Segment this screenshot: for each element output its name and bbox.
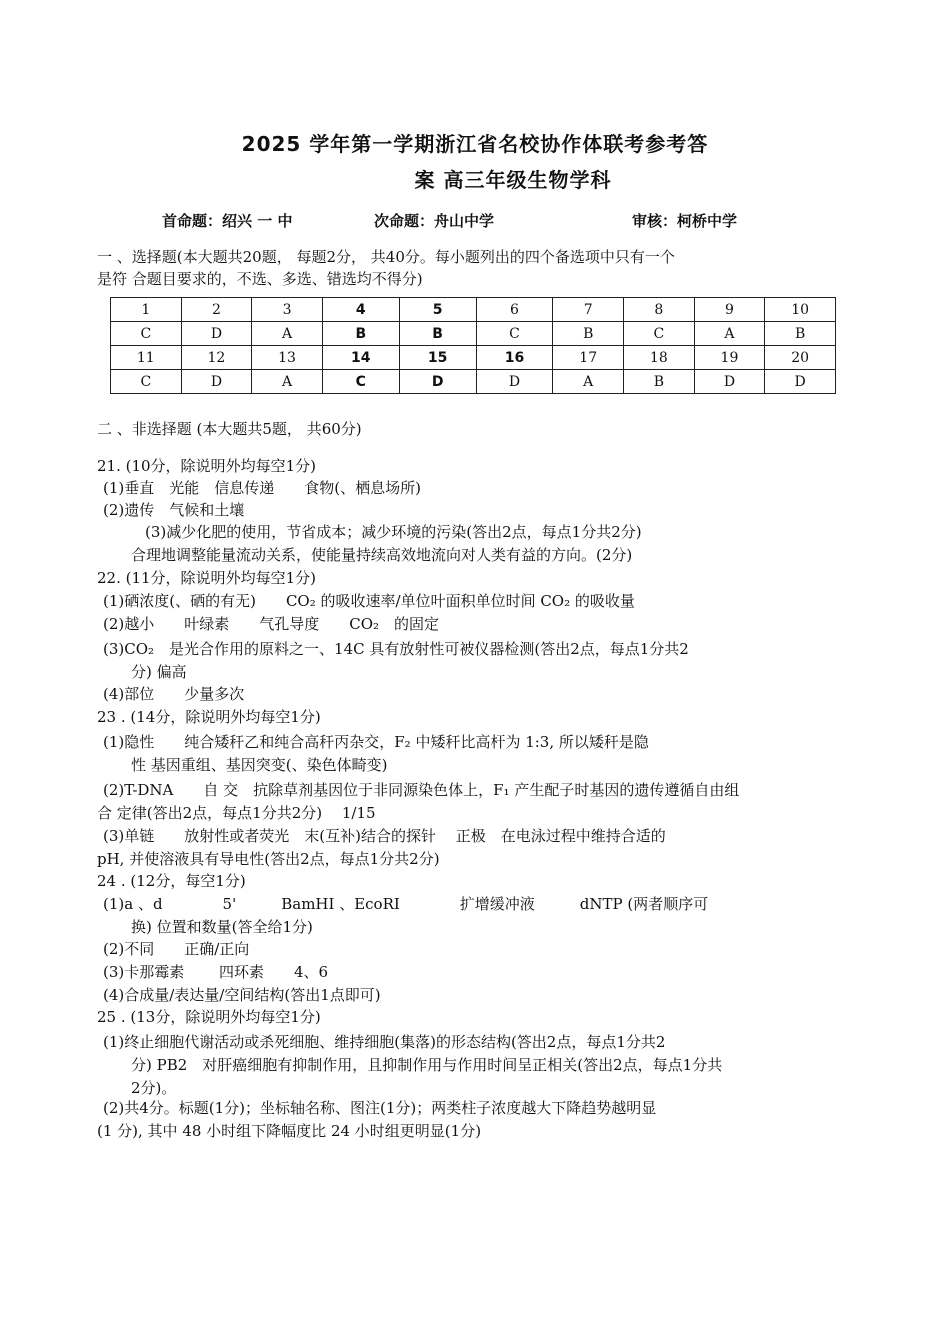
table-cell: 16 bbox=[476, 346, 553, 370]
section1-heading-1: 一 、选择题(本大题共20题， 每题2分， 共40分。每小题列出的四个备选项中只有一个 bbox=[97, 248, 675, 266]
answer-line: 24 . (12分，每空1分) bbox=[97, 872, 246, 890]
table-cell: C bbox=[476, 322, 553, 346]
table-cell: A bbox=[252, 322, 323, 346]
second-author: 次命题：舟山中学 bbox=[374, 212, 495, 230]
table-cell: C bbox=[322, 370, 399, 394]
table-cell: 10 bbox=[765, 298, 836, 322]
table-cell: C bbox=[624, 322, 695, 346]
table-cell: D bbox=[476, 370, 553, 394]
answer-line: (1)终止细胞代谢活动或杀死细胞、维持细胞(集落)的形态结构(答出2点，每点1分共2 bbox=[103, 1033, 666, 1051]
table-row bbox=[111, 346, 836, 370]
reviewer: 审核：柯桥中学 bbox=[632, 212, 738, 230]
table-row bbox=[111, 298, 836, 322]
table-cell: A bbox=[694, 322, 765, 346]
answer-line: (4)合成量/表达量/空间结构(答出1点即可) bbox=[103, 986, 381, 1004]
table-cell: D bbox=[694, 370, 765, 394]
table-cell: A bbox=[252, 370, 323, 394]
answer-line: (1 分), 其中 48 小时组下降幅度比 24 小时组更明显(1分) bbox=[97, 1122, 482, 1140]
answer-line: pH, 并使溶液具有导电性(答出2点，每点1分共2分) bbox=[97, 850, 440, 868]
answer-line: 21. (10分，除说明外均每空1分) bbox=[97, 457, 316, 475]
table-cell: B bbox=[624, 370, 695, 394]
answer-line: (2)越小 叶绿素 气孔导度 CO₂ 的固定 bbox=[103, 615, 440, 633]
first-author: 首命题：绍兴 一 中 bbox=[162, 212, 293, 230]
table-cell: B bbox=[399, 322, 476, 346]
table-cell: 18 bbox=[624, 346, 695, 370]
table-cell: D bbox=[399, 370, 476, 394]
table-cell: 12 bbox=[181, 346, 252, 370]
answer-line: 分) 偏高 bbox=[131, 663, 187, 681]
section1-heading-2: 是符 合题目要求的，不选、多选、错选均不得分) bbox=[97, 270, 423, 288]
table-cell: 17 bbox=[553, 346, 624, 370]
answer-line: 22. (11分，除说明外均每空1分) bbox=[97, 569, 316, 587]
table-cell: 15 bbox=[399, 346, 476, 370]
table-cell: B bbox=[322, 322, 399, 346]
table-cell: 2 bbox=[181, 298, 252, 322]
answer-table bbox=[110, 297, 836, 394]
table-cell: 6 bbox=[476, 298, 553, 322]
answer-line: (2)共4分。标题(1分)；坐标轴名称、图注(1分)；两类柱子浓度越大下降趋势越明显 bbox=[103, 1099, 657, 1117]
table-cell: 9 bbox=[694, 298, 765, 322]
answer-line: (4)部位 少量多次 bbox=[103, 685, 245, 703]
table-cell: 20 bbox=[765, 346, 836, 370]
answer-line: (1)隐性 纯合矮秆乙和纯合高秆丙杂交，F₂ 中矮秆比高杆为 1:3, 所以矮秆是隐 bbox=[103, 733, 649, 751]
table-cell: B bbox=[765, 322, 836, 346]
table-cell: 4 bbox=[322, 298, 399, 322]
table-cell: D bbox=[181, 370, 252, 394]
table-cell: C bbox=[111, 370, 182, 394]
section2-heading: 二 、非选择题 (本大题共5题， 共60分) bbox=[97, 420, 362, 438]
table-cell: 5 bbox=[399, 298, 476, 322]
answer-line: (3)CO₂ 是光合作用的原料之一、14C 具有放射性可被仪器检测(答出2点，每点1分共2 bbox=[103, 640, 689, 658]
answer-line: (3)减少化肥的使用，节省成本；减少环境的污染(答出2点，每点1分共2分) bbox=[145, 523, 642, 541]
answer-line: 合理地调整能量流动关系，使能量持续高效地流向对人类有益的方向。(2分) bbox=[131, 546, 633, 564]
table-cell: A bbox=[553, 370, 624, 394]
answer-line: 分) PB2 对肝癌细胞有抑制作用，且抑制作用与作用时间呈正相关(答出2点，每点1分共 bbox=[131, 1056, 723, 1074]
title-line-2: 案 高三年级生物学科 bbox=[414, 168, 612, 192]
table-cell: D bbox=[765, 370, 836, 394]
table-cell: 14 bbox=[322, 346, 399, 370]
table-cell: 1 bbox=[111, 298, 182, 322]
answer-line: 性 基因重组、基因突变(、染色体畸变) bbox=[131, 756, 388, 774]
answer-line: 换) 位置和数量(答全给1分) bbox=[131, 918, 313, 936]
table-cell: 13 bbox=[252, 346, 323, 370]
answer-line: 合 定律(答出2点，每点1分共2分) 1/15 bbox=[97, 804, 376, 822]
answer-line: (1)硒浓度(、硒的有无) CO₂ 的吸收速率/单位叶面积单位时间 CO₂ 的吸收量 bbox=[103, 592, 635, 610]
answer-line: 25 . (13分，除说明外均每空1分) bbox=[97, 1008, 321, 1026]
answer-line: (2)T-DNA 自 交 抗除草剂基因位于非同源染色体上，F₁ 产生配子时基因的遗传遵循自由组 bbox=[103, 781, 740, 799]
table-cell: 8 bbox=[624, 298, 695, 322]
answer-line: 23 . (14分，除说明外均每空1分) bbox=[97, 708, 321, 726]
answer-line: 2分)。 bbox=[131, 1079, 177, 1097]
table-cell: B bbox=[553, 322, 624, 346]
answer-line: (3)卡那霉素 四环素 4、6 bbox=[103, 963, 329, 981]
answer-line: (2)不同 正确/正向 bbox=[103, 940, 250, 958]
table-cell: C bbox=[111, 322, 182, 346]
answer-line: (1)a 、d 5' BamHI 、EcoRI 扩增缓冲液 dNTP (两者顺序可 bbox=[103, 895, 709, 913]
table-cell: 7 bbox=[553, 298, 624, 322]
table-row bbox=[111, 370, 836, 394]
answer-line: (2)遗传 气候和土壤 bbox=[103, 501, 245, 519]
table-row bbox=[111, 322, 836, 346]
answer-line: (1)垂直 光能 信息传递 食物(、栖息场所) bbox=[103, 479, 421, 497]
table-cell: 11 bbox=[111, 346, 182, 370]
table-cell: D bbox=[181, 322, 252, 346]
table-cell: 3 bbox=[252, 298, 323, 322]
title-line-1: 2025 学年第一学期浙江省名校协作体联考参考答 bbox=[241, 132, 709, 156]
table-cell: 19 bbox=[694, 346, 765, 370]
answer-line: (3)单链 放射性或者荧光 末(互补)结合的探针 正极 在电泳过程中维持合适的 bbox=[103, 827, 666, 845]
